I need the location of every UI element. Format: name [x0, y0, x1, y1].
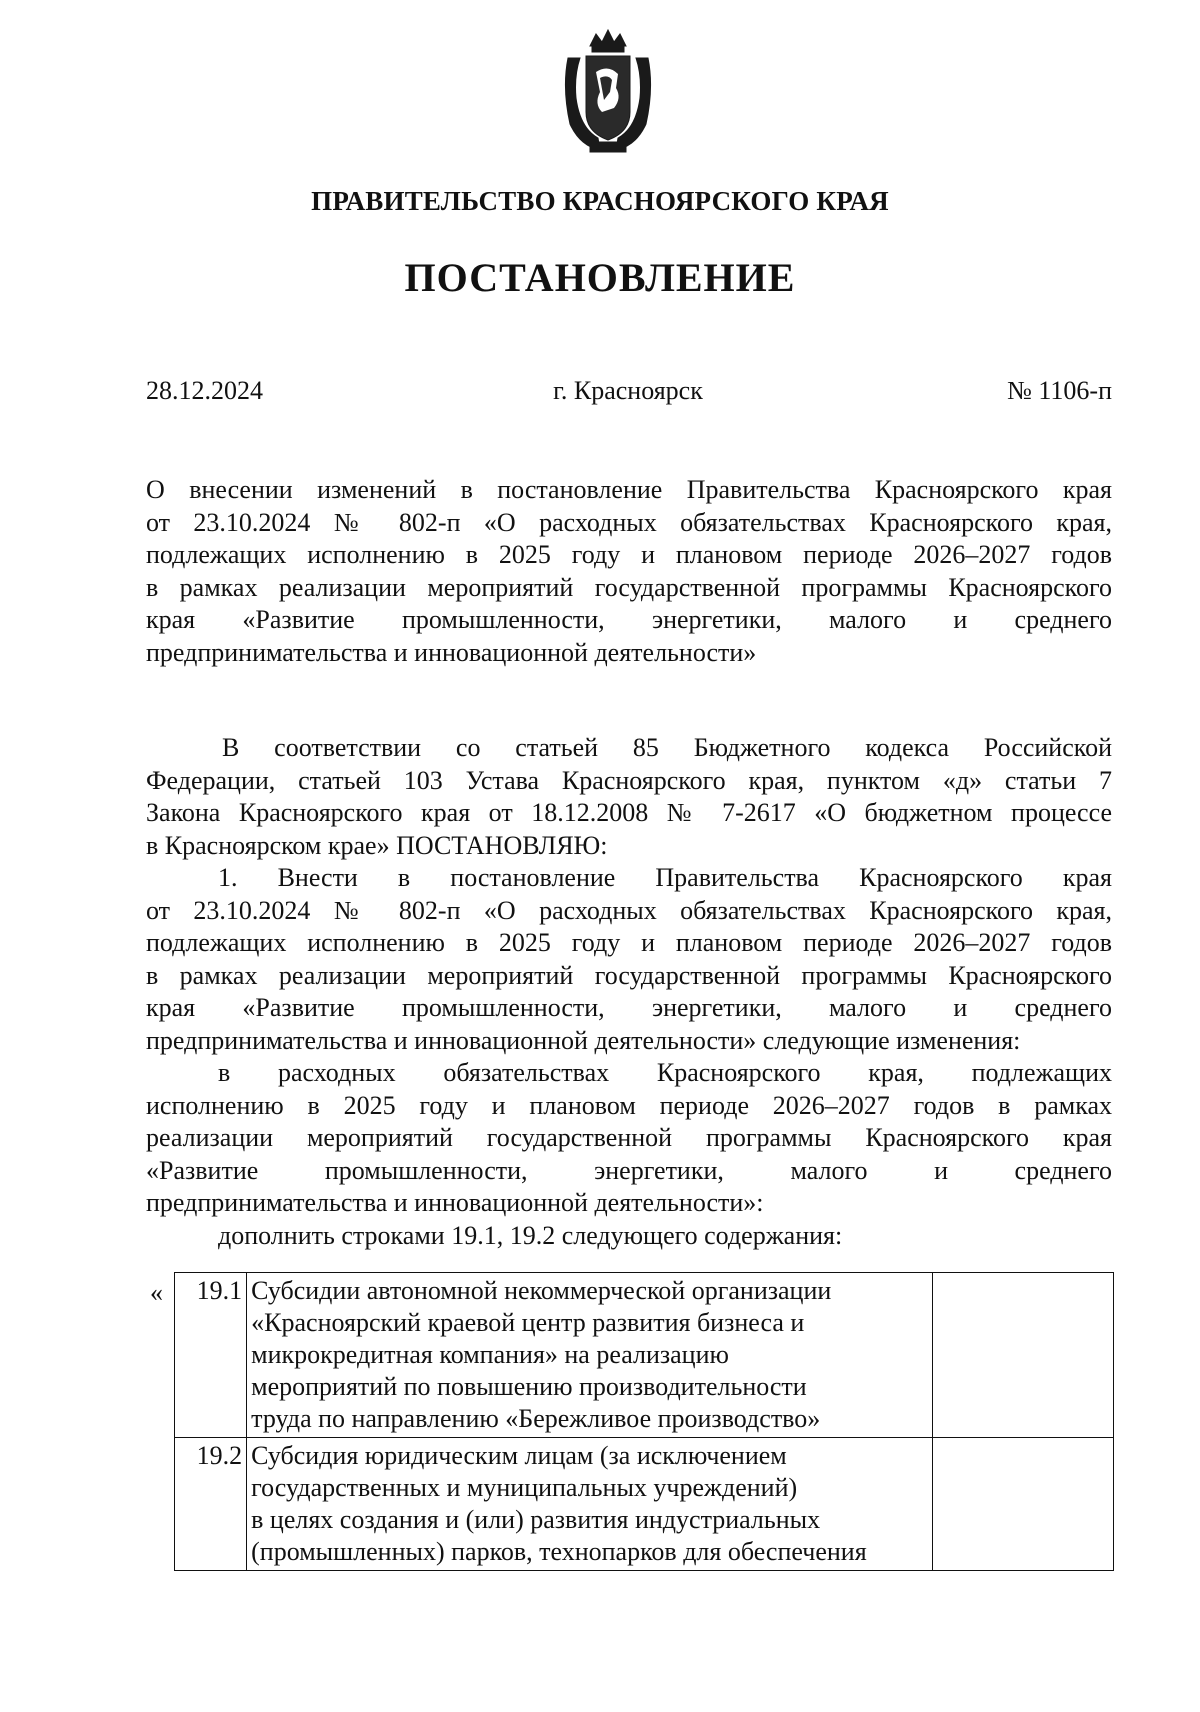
title-line: О внесении изменений в постановление Правительства Красноярского края — [146, 475, 1112, 504]
title-line: от 23.10.2024 № 802-п «О расходных обязательствах Красноярского края, — [146, 507, 1112, 537]
body-line: исполнению в 2025 году и плановом периоде 2026–2027 годов в рамках — [146, 1090, 1112, 1120]
body-line: «Развитие промышленности, энергетики, малого и среднего — [146, 1155, 1112, 1185]
document-number: № 1106-п — [1007, 376, 1112, 405]
body-line: в расходных обязательствах Красноярского края, подлежащих — [218, 1058, 1112, 1087]
row-text-line: «Красноярский краевой центр развития бизнеса и — [251, 1308, 805, 1337]
document-body — [146, 732, 1112, 1252]
row-empty-cell — [933, 1438, 1114, 1571]
title-line: в рамках реализации мероприятий государственной программы Красноярского — [146, 572, 1112, 602]
body-line: предпринимательства и инновационной деятельности» следующие изменения: — [146, 1025, 1021, 1055]
body-line: края «Развитие промышленности, энергетики, малого и среднего — [146, 993, 1112, 1022]
row-description — [247, 1438, 933, 1571]
row-text-line: труда по направлению «Бережливое производство» — [251, 1404, 821, 1433]
body-line: дополнить строками 19.1, 19.2 следующего содержания: — [218, 1220, 843, 1250]
document-title — [146, 474, 1112, 669]
row-description — [247, 1273, 933, 1438]
table-open-quote: « — [150, 1278, 163, 1307]
body-line: от 23.10.2024 № 802-п «О расходных обязательствах Красноярского края, — [146, 895, 1112, 925]
body-line: в Красноярском крае» ПОСТАНОВЛЯЮ: — [146, 830, 608, 860]
title-line: края «Развитие промышленности, энергетики, малого и среднего — [146, 605, 1112, 634]
row-text-line: Субсидия юридическим лицам (за исключением — [251, 1441, 787, 1470]
body-line: предпринимательства и инновационной деятельности»: — [146, 1188, 764, 1217]
body-line: реализации мероприятий государственной программы Красноярского края — [146, 1123, 1112, 1152]
body-line: в рамках реализации мероприятий государственной программы Красноярского — [146, 960, 1112, 990]
row-text-line: Субсидии автономной некоммерческой организации — [251, 1276, 832, 1305]
table-row — [175, 1273, 1114, 1438]
title-line: подлежащих исполнению в 2025 году и плановом периоде 2026–2027 годов — [146, 540, 1112, 569]
document-type: ПОСТАНОВЛЕНИЕ — [404, 255, 796, 300]
body-line: Закона Красноярского края от 18.12.2008 № 7-2617 «О бюджетном процессе — [146, 798, 1112, 827]
title-line: предпринимательства и инновационной деятельности» — [146, 637, 757, 667]
body-line: В соответствии со статьей 85 Бюджетного кодекса Российской — [222, 733, 1112, 762]
table-row — [175, 1438, 1114, 1571]
organization-name: ПРАВИТЕЛЬСТВО КРАСНОЯРСКОГО КРАЯ — [311, 186, 889, 216]
row-text-line: микрокредитная компания» на реализацию — [251, 1340, 729, 1369]
body-line: Федерации, статьей 103 Устава Красноярского края, пунктом «д» статьи 7 — [146, 765, 1112, 795]
row-text-line: государственных и муниципальных учреждений) — [251, 1473, 798, 1502]
coat-of-arms-icon — [560, 28, 656, 156]
row-number: 19.2 — [175, 1438, 247, 1571]
row-empty-cell — [933, 1273, 1114, 1438]
body-line: подлежащих исполнению в 2025 году и плановом периоде 2026–2027 годов — [146, 928, 1112, 957]
row-text-line: в целях создания и (или) развития индустриальных — [251, 1505, 821, 1534]
document-city: г. Красноярск — [553, 376, 703, 405]
obligations-table — [174, 1272, 1114, 1571]
row-text-line: (промышленных) парков, технопарков для обеспечения — [251, 1537, 867, 1566]
row-text-line: мероприятий по повышению производительности — [251, 1372, 807, 1401]
body-line: 1. Внести в постановление Правительства Красноярского края — [218, 863, 1112, 892]
document-date: 28.12.2024 — [146, 376, 263, 405]
row-number: 19.1 — [175, 1273, 247, 1438]
